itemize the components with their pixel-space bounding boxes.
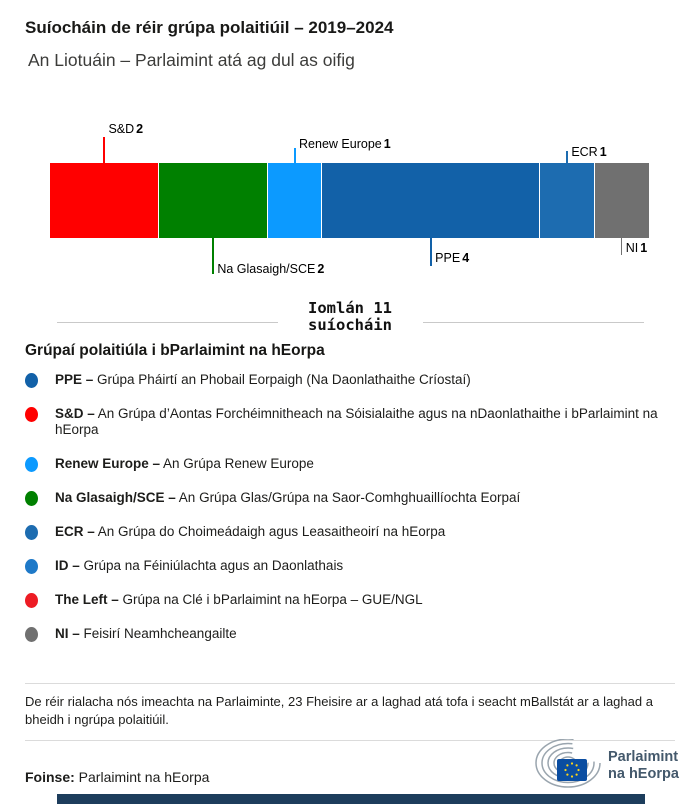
rules-note: De réir rialacha nós imeachta na Parlaiminte, 23 Fheisire ar a laghad atá tofa i seacht mBallstát ar a laghad a bheidh i ngrúpa polaitiúil.	[25, 694, 653, 727]
legend-item-ppe	[25, 372, 675, 388]
callout-tick	[430, 238, 432, 266]
total-seats	[0, 300, 700, 334]
callout-label: ECR 1	[571, 145, 607, 159]
group-code: PPE –	[55, 372, 94, 387]
group-color-dot-icon	[25, 559, 38, 574]
european-parliament-logo	[531, 739, 679, 792]
group-code: NI –	[55, 626, 80, 641]
eu-flag-icon	[557, 759, 587, 781]
legend-item-ecr	[25, 524, 675, 540]
callout-tick	[103, 137, 105, 163]
group-code: S&D –	[55, 406, 95, 421]
legend-item-s-d	[25, 406, 675, 438]
page-subtitle: An Liotuáin – Parlaimint atá ag dul as oifig	[28, 50, 355, 70]
total-divider-right	[423, 322, 644, 323]
total-seats-line1: Iomlán 11	[308, 299, 392, 317]
callout-label: Na Glasaigh/SCE 2	[217, 262, 325, 276]
callout-tick	[212, 238, 214, 274]
callout-tick	[566, 151, 568, 163]
group-color-dot-icon	[25, 593, 38, 608]
group-color-dot-icon	[25, 525, 38, 540]
bar-segment-ni[interactable]	[595, 163, 649, 238]
ep-logo-wordmark	[608, 749, 679, 783]
callout-tick	[621, 238, 623, 255]
source-value: Parlaimint na hEorpa	[78, 769, 210, 785]
group-color-dot-icon	[25, 373, 38, 388]
group-code: The Left –	[55, 592, 119, 607]
seat-bar	[50, 163, 649, 238]
ep-hemicycle-icon	[531, 739, 605, 792]
group-code: ID –	[55, 558, 80, 573]
seat-chart	[50, 122, 649, 276]
group-description: Grúpa Pháirtí an Phobail Eorpaigh (Na Daonlathaithe Críostaí)	[93, 372, 471, 387]
legend-item-na-glasaigh-sce	[25, 490, 675, 506]
group-description: Feisirí Neamhcheangailte	[79, 626, 237, 641]
group-description: An Grúpa Glas/Grúpa na Saor-Comhghuaillíochta Eorpaí	[175, 490, 521, 505]
callout-tick	[294, 148, 296, 163]
group-code: Renew Europe –	[55, 456, 161, 471]
source-line	[25, 769, 209, 785]
bar-segment-s-d[interactable]	[50, 163, 159, 238]
legend-item-renew-europe	[25, 456, 675, 472]
total-seats-line2: suíocháin	[308, 316, 392, 334]
page-title: Suíocháin de réir grúpa polaitiúil – 2019–2024	[25, 18, 394, 37]
legend-item-the-left	[25, 592, 675, 608]
group-description: Grúpa na Féiniúlachta agus an Daonlathais	[79, 558, 344, 573]
legend-list	[25, 372, 675, 660]
ep-logo-line1: Parlaimint	[608, 748, 679, 765]
group-code: ECR –	[55, 524, 95, 539]
callout-label: Renew Europe 1	[299, 137, 391, 151]
legend-item-ni	[25, 626, 675, 642]
legend-item-id	[25, 558, 675, 574]
group-description: Grúpa na Clé i bParlaimint na hEorpa – GUE/NGL	[118, 592, 423, 607]
group-description: An Grúpa d’Aontas Forchéimnitheach na Sóisialaithe agus na nDaonlathaithe i bParlaimint na hEorpa	[55, 406, 658, 437]
bar-segment-ecr[interactable]	[540, 163, 594, 238]
group-color-dot-icon	[25, 457, 38, 472]
footer-divider-top	[25, 683, 675, 684]
callout-label: S&D 2	[108, 122, 144, 136]
group-color-dot-icon	[25, 491, 38, 506]
callout-label: PPE 4	[435, 251, 470, 265]
bar-segment-renew-europe[interactable]	[268, 163, 322, 238]
group-color-dot-icon	[25, 627, 38, 642]
callout-label: NI 1	[625, 241, 648, 255]
group-description: An Grúpa Renew Europe	[160, 456, 314, 471]
bottom-bar	[57, 794, 645, 804]
group-code: Na Glasaigh/SCE –	[55, 490, 176, 505]
bar-segment-na-glasaigh-sce[interactable]	[159, 163, 268, 238]
bar-segment-ppe[interactable]	[322, 163, 540, 238]
group-description: An Grúpa do Choimeádaigh agus Leasaitheoirí na hEorpa	[94, 524, 446, 539]
group-color-dot-icon	[25, 407, 38, 422]
legend-heading: Grúpaí polaitiúla i bParlaimint na hEorpa	[25, 342, 325, 359]
source-label: Foinse:	[25, 769, 75, 785]
ep-logo-line2: na hEorpa	[608, 765, 679, 782]
